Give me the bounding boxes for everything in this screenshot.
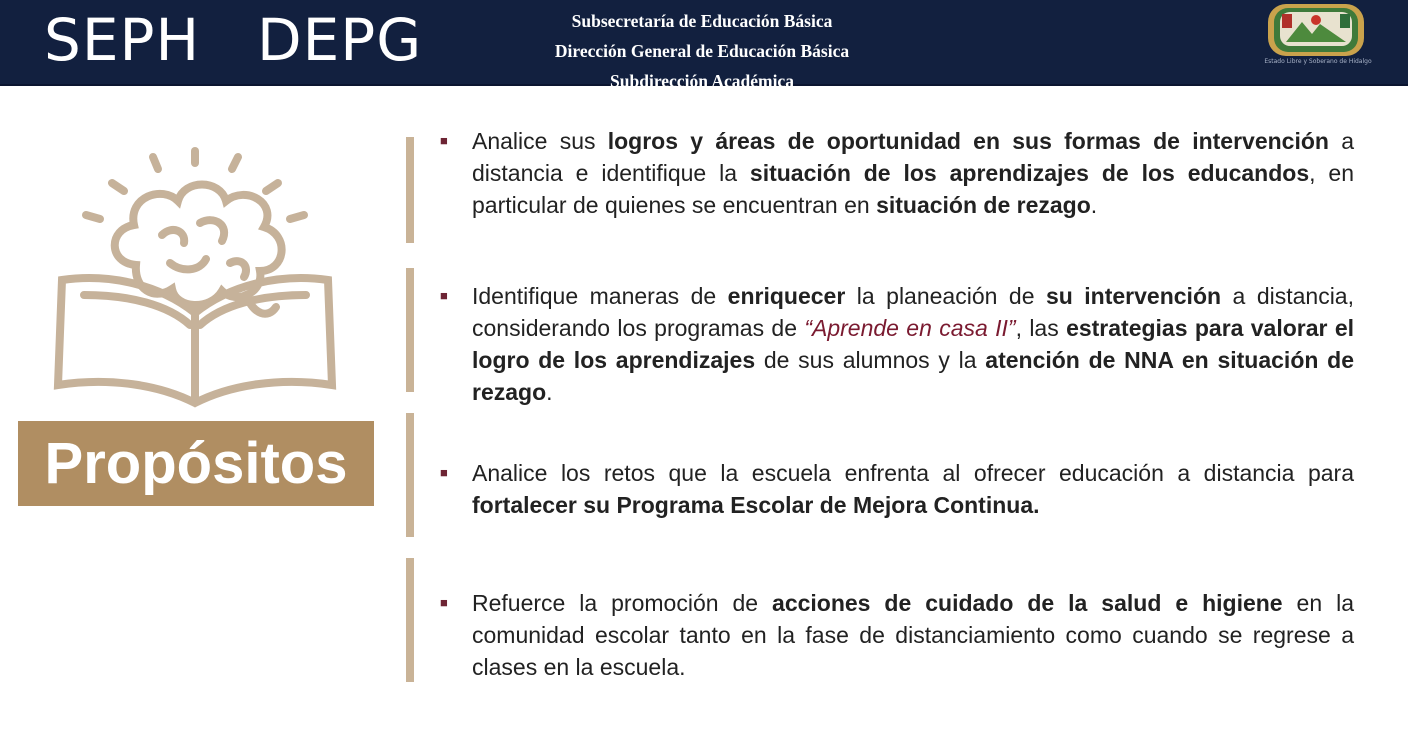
page-title: Propósitos [18, 421, 374, 506]
divider-bar-4 [406, 558, 414, 682]
purpose-text-3: Analice los retos que la escuela enfrenta al ofrecer educación a distancia para fortalecer su Programa Escolar de Mejora Continua. [472, 460, 1354, 518]
brain-book-icon [50, 145, 340, 410]
state-emblem-icon [1262, 0, 1374, 70]
square-bullet-icon: ■ [440, 595, 448, 610]
divider-bar-1 [406, 137, 414, 243]
purpose-text-2: Identifique maneras de enriquecer la planeación de su intervención a distancia, considerando los programas de “Aprende en casa II”, las estrategias para valorar el logro de los aprendizajes de sus alumnos y la atención de NNA en situación de rezago. [472, 283, 1355, 405]
purpose-text-1: Analice sus logros y áreas de oportunidad en sus formas de intervención a distancia e identifique la situación de los aprendizajes de los educandos, en particular de quienes se encuentran en situación de rezago. [472, 128, 1354, 218]
seph-logo: SEPH [44, 6, 201, 74]
purpose-item-4 [440, 587, 1354, 683]
purpose-text-4: Refuerce la promoción de acciones de cuidado de la salud e higiene en la comunidad escolar tanto en la fase de distanciamiento como cuando se regrese a clases en la escuela. [472, 590, 1354, 680]
purpose-item-2 [440, 280, 1354, 408]
emblem-caption: Estado Libre y Soberano de Hidalgo [1264, 58, 1372, 65]
purpose-item-3 [440, 457, 1354, 521]
square-bullet-icon: ■ [440, 288, 448, 303]
purpose-item-1 [440, 125, 1354, 221]
institution-line-3: Subdirección Académica [610, 71, 794, 91]
depg-logo: DEPG [257, 6, 423, 74]
institution-lines [470, 6, 934, 96]
divider-bar-2 [406, 268, 414, 392]
divider-bar-3 [406, 413, 414, 537]
square-bullet-icon: ■ [440, 465, 448, 480]
header-banner [0, 0, 1408, 91]
institution-line-2: Dirección General de Educación Básica [554, 41, 850, 61]
institution-line-1: Subsecretaría de Educación Básica [571, 11, 833, 31]
square-bullet-icon: ■ [440, 133, 448, 148]
